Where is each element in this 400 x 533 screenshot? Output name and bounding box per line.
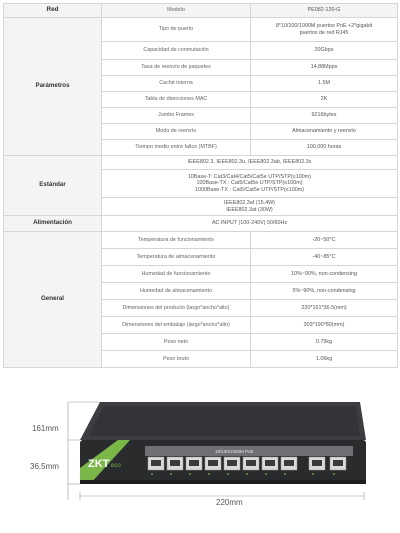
category-general: General (4, 232, 102, 368)
value-line: 8*10/100/1000M puertos PoE +2*gigabit (275, 22, 373, 29)
label-dim-producto: Dimensiones del producto (largo*ancho*alto) (102, 300, 251, 317)
label-tipo-puerto: Tipo de puerto (102, 18, 251, 42)
value-temp-func: -20~50°C (251, 232, 398, 249)
value-capacidad: 20Gbps (251, 42, 398, 60)
value-peso-bruto: 1.06kg (251, 351, 398, 368)
label-dim-embalaje: Dimensiones del embalaje (largo*ancho*alto) (102, 317, 251, 334)
value-dim-embalaje: 303*190*80(mm) (251, 317, 398, 334)
value-line: 100Base-TX : Cat5/Cat5e UTP/STP(≤100m) (196, 180, 303, 187)
value-line: IEEE802.3af (15.4W) (224, 200, 275, 206)
label-temp-func: Temperatura de funcionamiento (102, 232, 251, 249)
spec-row-alimentacion (4, 216, 398, 232)
label-peso-bruto: Peso bruto (102, 351, 251, 368)
label-tasa-reenvio: Tasa de reenvío de paquetes (102, 60, 251, 76)
height-dimension-label: 36.5mm (30, 462, 59, 471)
spec-row-modelo (4, 4, 398, 18)
label-peso-neto: Peso neto (102, 334, 251, 351)
brand-main-text: ZKT (88, 458, 110, 470)
value-peso-neto: 0.79kg (251, 334, 398, 351)
value-hum-alm: 5%~90%, non-condensing (251, 283, 398, 300)
product-figure (0, 388, 400, 533)
width-dimension-label: 220mm (216, 498, 243, 507)
value-line: 1000Base-TX : Cat5/Cat5e UTP/STP(≤100m) (194, 186, 305, 193)
value-line: IEEE802.3at (30W) (226, 206, 273, 213)
value-mac: 2K (251, 92, 398, 108)
spec-table (3, 3, 398, 368)
value-estandar-poe (102, 198, 398, 216)
label-cache: Caché interna (102, 76, 251, 92)
switch-top-inset (88, 406, 360, 436)
port-strip-text: 10/100/1000M PoE (215, 449, 254, 454)
spec-row-estandar (4, 156, 398, 170)
value-tasa-reenvio: 14.88Mpps (251, 60, 398, 76)
value-mtbf: 100,000 horas (251, 140, 398, 156)
value-hum-func: 10%~90%, non-condensing (251, 266, 398, 283)
label-modo-reenvio: Modo de reenvío (102, 124, 251, 140)
value-tipo-puerto (251, 18, 398, 42)
value-temp-alm: -40~85°C (251, 249, 398, 266)
label-capacidad: Capacidad de conmutación (102, 42, 251, 60)
value-modelo: PE082-120-G (251, 4, 398, 18)
label-temp-alm: Temperatura de almacenamiento (102, 249, 251, 266)
depth-dimension-label: 161mm (32, 424, 59, 433)
spec-row-tipo-puerto (4, 18, 398, 42)
switch-illustration (0, 388, 400, 533)
value-modo-reenvio: Almacenamiento y reenvío (251, 124, 398, 140)
value-jumbo: 9216bytes (251, 108, 398, 124)
category-alimentacion: Alimentación (4, 216, 102, 232)
category-parametros: Parámetros (4, 18, 102, 156)
label-jumbo: Jumbo Frames (102, 108, 251, 124)
label-hum-alm: Humedad de almacenamiento (102, 283, 251, 300)
value-dim-producto: 220*161*36.5(mm) (251, 300, 398, 317)
port-contacts (151, 460, 343, 466)
value-line: puertos de red RJ45 (299, 29, 349, 36)
switch-bottom-edge (80, 480, 366, 484)
brand-sub-text: eco (111, 463, 121, 469)
label-mtbf: Tiempo medio entre fallos (MTBF) (102, 140, 251, 156)
value-cache: 1.5M (251, 76, 398, 92)
value-alimentacion: AC INPUT (100-240V) 50/60Hz (102, 216, 398, 232)
label-hum-func: Humedad de funcionamiento (102, 266, 251, 283)
value-estandar-cable (102, 170, 398, 198)
spec-row-general (4, 232, 398, 249)
label-mac: Tabla de direcciones MAC (102, 92, 251, 108)
value-line: 10Base-T: Cat3/Cat4/Cat5/Cat5e UTP/STP(≤100m) (187, 173, 312, 180)
category-red: Red (4, 4, 102, 18)
category-estandar: Estándar (4, 156, 102, 216)
value-estandar-ieee: IEEE802.3, IEEE802.3u, IEEE802.3ab, IEEE802.3x (102, 156, 398, 170)
label-modelo: Modelo (102, 4, 251, 18)
